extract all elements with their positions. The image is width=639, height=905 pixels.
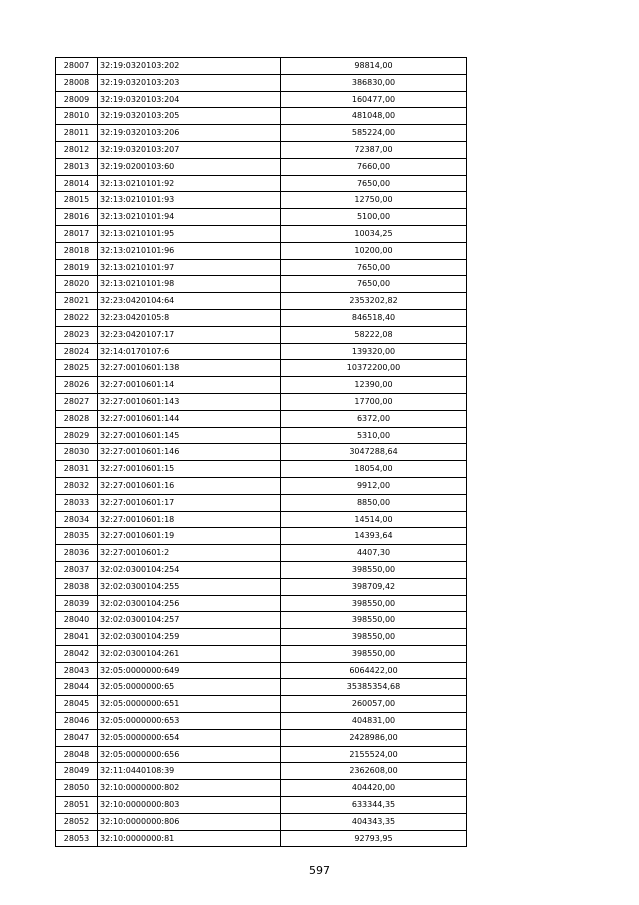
- cadastral-value-table: [55, 57, 467, 847]
- row-number-cell: 28013: [56, 158, 98, 175]
- table-row: [56, 729, 467, 746]
- cadastral-value-cell: 5310,00: [281, 427, 467, 444]
- table-row: [56, 763, 467, 780]
- cadastral-number-cell: 32:19:0320103:204: [98, 91, 281, 108]
- cadastral-value-cell: 92793,95: [281, 830, 467, 847]
- cadastral-number-cell: 32:02:0300104:254: [98, 561, 281, 578]
- cadastral-value-cell: 14514,00: [281, 511, 467, 528]
- row-number-cell: 28038: [56, 578, 98, 595]
- table-row: [56, 326, 467, 343]
- cadastral-value-cell: 5100,00: [281, 209, 467, 226]
- cadastral-number-cell: 32:23:0420107:17: [98, 326, 281, 343]
- row-number-cell: 28030: [56, 444, 98, 461]
- cadastral-number-cell: 32:19:0320103:205: [98, 108, 281, 125]
- row-number-cell: 28029: [56, 427, 98, 444]
- table-row: [56, 259, 467, 276]
- table-row: [56, 225, 467, 242]
- cadastral-value-cell: 398550,00: [281, 561, 467, 578]
- cadastral-value-cell: 35385354,68: [281, 679, 467, 696]
- cadastral-value-cell: 2155524,00: [281, 746, 467, 763]
- row-number-cell: 28023: [56, 326, 98, 343]
- cadastral-value-cell: 404343,35: [281, 813, 467, 830]
- table-row: [56, 511, 467, 528]
- table-row: [56, 242, 467, 259]
- cadastral-value-cell: 2428986,00: [281, 729, 467, 746]
- cadastral-value-cell: 8850,00: [281, 494, 467, 511]
- row-number-cell: 28031: [56, 461, 98, 478]
- table-row: [56, 192, 467, 209]
- table-row: [56, 797, 467, 814]
- row-number-cell: 28026: [56, 377, 98, 394]
- cadastral-value-cell: 404831,00: [281, 713, 467, 730]
- row-number-cell: 28037: [56, 561, 98, 578]
- row-number-cell: 28015: [56, 192, 98, 209]
- row-number-cell: 28049: [56, 763, 98, 780]
- cadastral-number-cell: 32:27:0010601:144: [98, 410, 281, 427]
- table-row: [56, 108, 467, 125]
- row-number-cell: 28020: [56, 276, 98, 293]
- cadastral-number-cell: 32:13:0210101:93: [98, 192, 281, 209]
- table-row: [56, 125, 467, 142]
- cadastral-value-cell: 7650,00: [281, 259, 467, 276]
- table-row: [56, 679, 467, 696]
- cadastral-number-cell: 32:19:0320103:206: [98, 125, 281, 142]
- row-number-cell: 28027: [56, 393, 98, 410]
- cadastral-number-cell: 32:14:0170107:6: [98, 343, 281, 360]
- cadastral-value-cell: 404420,00: [281, 780, 467, 797]
- cadastral-number-cell: 32:27:0010601:145: [98, 427, 281, 444]
- row-number-cell: 28033: [56, 494, 98, 511]
- table-row: [56, 209, 467, 226]
- cadastral-number-cell: 32:02:0300104:261: [98, 645, 281, 662]
- table-row: [56, 444, 467, 461]
- cadastral-number-cell: 32:05:0000000:656: [98, 746, 281, 763]
- cadastral-value-cell: 12750,00: [281, 192, 467, 209]
- table-row: [56, 746, 467, 763]
- row-number-cell: 28044: [56, 679, 98, 696]
- table-row: [56, 477, 467, 494]
- cadastral-value-cell: 386830,00: [281, 74, 467, 91]
- row-number-cell: 28036: [56, 545, 98, 562]
- cadastral-number-cell: 32:27:0010601:17: [98, 494, 281, 511]
- row-number-cell: 28012: [56, 141, 98, 158]
- table-row: [56, 393, 467, 410]
- cadastral-number-cell: 32:13:0210101:98: [98, 276, 281, 293]
- cadastral-value-cell: 17700,00: [281, 393, 467, 410]
- cadastral-value-cell: 6064422,00: [281, 662, 467, 679]
- table-body: [56, 58, 467, 847]
- table-row: [56, 662, 467, 679]
- table-row: [56, 629, 467, 646]
- cadastral-value-cell: 7650,00: [281, 276, 467, 293]
- cadastral-value-cell: 398550,00: [281, 612, 467, 629]
- row-number-cell: 28039: [56, 595, 98, 612]
- row-number-cell: 28040: [56, 612, 98, 629]
- cadastral-value-cell: 398550,00: [281, 645, 467, 662]
- row-number-cell: 28021: [56, 293, 98, 310]
- cadastral-value-cell: 12390,00: [281, 377, 467, 394]
- table-row: [56, 158, 467, 175]
- page-number: 597: [309, 864, 330, 877]
- cadastral-value-cell: 6372,00: [281, 410, 467, 427]
- table-row: [56, 74, 467, 91]
- cadastral-number-cell: 32:27:0010601:14: [98, 377, 281, 394]
- cadastral-number-cell: 32:23:0420104:64: [98, 293, 281, 310]
- cadastral-value-cell: 58222,08: [281, 326, 467, 343]
- cadastral-value-cell: 10372200,00: [281, 360, 467, 377]
- table-row: [56, 91, 467, 108]
- row-number-cell: 28041: [56, 629, 98, 646]
- cadastral-number-cell: 32:27:0010601:138: [98, 360, 281, 377]
- cadastral-number-cell: 32:05:0000000:651: [98, 696, 281, 713]
- row-number-cell: 28009: [56, 91, 98, 108]
- table-row: [56, 377, 467, 394]
- row-number-cell: 28008: [56, 74, 98, 91]
- table-row: [56, 427, 467, 444]
- cadastral-number-cell: 32:19:0320103:202: [98, 58, 281, 75]
- cadastral-value-cell: 398550,00: [281, 595, 467, 612]
- cadastral-value-cell: 398709,42: [281, 578, 467, 595]
- cadastral-number-cell: 32:13:0210101:94: [98, 209, 281, 226]
- table-row: [56, 276, 467, 293]
- table-row: [56, 561, 467, 578]
- row-number-cell: 28045: [56, 696, 98, 713]
- row-number-cell: 28007: [56, 58, 98, 75]
- table-row: [56, 830, 467, 847]
- table-row: [56, 494, 467, 511]
- row-number-cell: 28024: [56, 343, 98, 360]
- cadastral-number-cell: 32:02:0300104:255: [98, 578, 281, 595]
- row-number-cell: 28018: [56, 242, 98, 259]
- row-number-cell: 28035: [56, 528, 98, 545]
- cadastral-number-cell: 32:27:0010601:19: [98, 528, 281, 545]
- table-row: [56, 461, 467, 478]
- table-row: [56, 410, 467, 427]
- cadastral-number-cell: 32:13:0210101:96: [98, 242, 281, 259]
- cadastral-number-cell: 32:19:0320103:203: [98, 74, 281, 91]
- cadastral-number-cell: 32:13:0210101:97: [98, 259, 281, 276]
- table-row: [56, 141, 467, 158]
- row-number-cell: 28019: [56, 259, 98, 276]
- cadastral-value-cell: 9912,00: [281, 477, 467, 494]
- cadastral-number-cell: 32:05:0000000:65: [98, 679, 281, 696]
- row-number-cell: 28017: [56, 225, 98, 242]
- cadastral-number-cell: 32:10:0000000:81: [98, 830, 281, 847]
- cadastral-number-cell: 32:19:0320103:207: [98, 141, 281, 158]
- cadastral-number-cell: 32:27:0010601:143: [98, 393, 281, 410]
- cadastral-number-cell: 32:10:0000000:803: [98, 797, 281, 814]
- row-number-cell: 28010: [56, 108, 98, 125]
- row-number-cell: 28032: [56, 477, 98, 494]
- cadastral-value-cell: 160477,00: [281, 91, 467, 108]
- cadastral-number-cell: 32:27:0010601:2: [98, 545, 281, 562]
- row-number-cell: 28051: [56, 797, 98, 814]
- table-row: [56, 713, 467, 730]
- cadastral-value-cell: 72387,00: [281, 141, 467, 158]
- cadastral-value-cell: 846518,40: [281, 309, 467, 326]
- row-number-cell: 28016: [56, 209, 98, 226]
- cadastral-value-cell: 481048,00: [281, 108, 467, 125]
- cadastral-value-cell: 7650,00: [281, 175, 467, 192]
- table-row: [56, 612, 467, 629]
- cadastral-value-cell: 2362608,00: [281, 763, 467, 780]
- cadastral-number-cell: 32:02:0300104:256: [98, 595, 281, 612]
- table-row: [56, 578, 467, 595]
- cadastral-number-cell: 32:05:0000000:654: [98, 729, 281, 746]
- row-number-cell: 28052: [56, 813, 98, 830]
- table-row: [56, 813, 467, 830]
- cadastral-value-cell: 633344,35: [281, 797, 467, 814]
- table-row: [56, 309, 467, 326]
- cadastral-value-cell: 14393,64: [281, 528, 467, 545]
- cadastral-number-cell: 32:27:0010601:15: [98, 461, 281, 478]
- table-row: [56, 175, 467, 192]
- cadastral-value-cell: 98814,00: [281, 58, 467, 75]
- cadastral-value-cell: 18054,00: [281, 461, 467, 478]
- row-number-cell: 28047: [56, 729, 98, 746]
- row-number-cell: 28053: [56, 830, 98, 847]
- table-row: [56, 696, 467, 713]
- row-number-cell: 28011: [56, 125, 98, 142]
- cadastral-number-cell: 32:11:0440108:39: [98, 763, 281, 780]
- table-row: [56, 360, 467, 377]
- cadastral-value-cell: 10034,25: [281, 225, 467, 242]
- cadastral-value-cell: 7660,00: [281, 158, 467, 175]
- row-number-cell: 28025: [56, 360, 98, 377]
- cadastral-number-cell: 32:27:0010601:16: [98, 477, 281, 494]
- table-row: [56, 343, 467, 360]
- cadastral-value-cell: 139320,00: [281, 343, 467, 360]
- cadastral-value-cell: 3047288,64: [281, 444, 467, 461]
- table-row: [56, 58, 467, 75]
- table-row: [56, 595, 467, 612]
- cadastral-number-cell: 32:05:0000000:649: [98, 662, 281, 679]
- row-number-cell: 28048: [56, 746, 98, 763]
- row-number-cell: 28014: [56, 175, 98, 192]
- row-number-cell: 28046: [56, 713, 98, 730]
- table-row: [56, 645, 467, 662]
- cadastral-value-cell: 2353202,82: [281, 293, 467, 310]
- cadastral-number-cell: 32:13:0210101:95: [98, 225, 281, 242]
- row-number-cell: 28022: [56, 309, 98, 326]
- cadastral-number-cell: 32:27:0010601:146: [98, 444, 281, 461]
- table-row: [56, 528, 467, 545]
- cadastral-number-cell: 32:27:0010601:18: [98, 511, 281, 528]
- cadastral-number-cell: 32:23:0420105:8: [98, 309, 281, 326]
- cadastral-number-cell: 32:05:0000000:653: [98, 713, 281, 730]
- row-number-cell: 28043: [56, 662, 98, 679]
- cadastral-number-cell: 32:10:0000000:802: [98, 780, 281, 797]
- row-number-cell: 28042: [56, 645, 98, 662]
- cadastral-number-cell: 32:10:0000000:806: [98, 813, 281, 830]
- cadastral-value-cell: 260057,00: [281, 696, 467, 713]
- row-number-cell: 28028: [56, 410, 98, 427]
- table-row: [56, 293, 467, 310]
- cadastral-number-cell: 32:13:0210101:92: [98, 175, 281, 192]
- table-row: [56, 780, 467, 797]
- table-row: [56, 545, 467, 562]
- row-number-cell: 28050: [56, 780, 98, 797]
- cadastral-value-cell: 585224,00: [281, 125, 467, 142]
- cadastral-number-cell: 32:19:0200103:60: [98, 158, 281, 175]
- cadastral-number-cell: 32:02:0300104:259: [98, 629, 281, 646]
- cadastral-value-cell: 4407,30: [281, 545, 467, 562]
- cadastral-number-cell: 32:02:0300104:257: [98, 612, 281, 629]
- cadastral-value-cell: 398550,00: [281, 629, 467, 646]
- cadastral-value-cell: 10200,00: [281, 242, 467, 259]
- row-number-cell: 28034: [56, 511, 98, 528]
